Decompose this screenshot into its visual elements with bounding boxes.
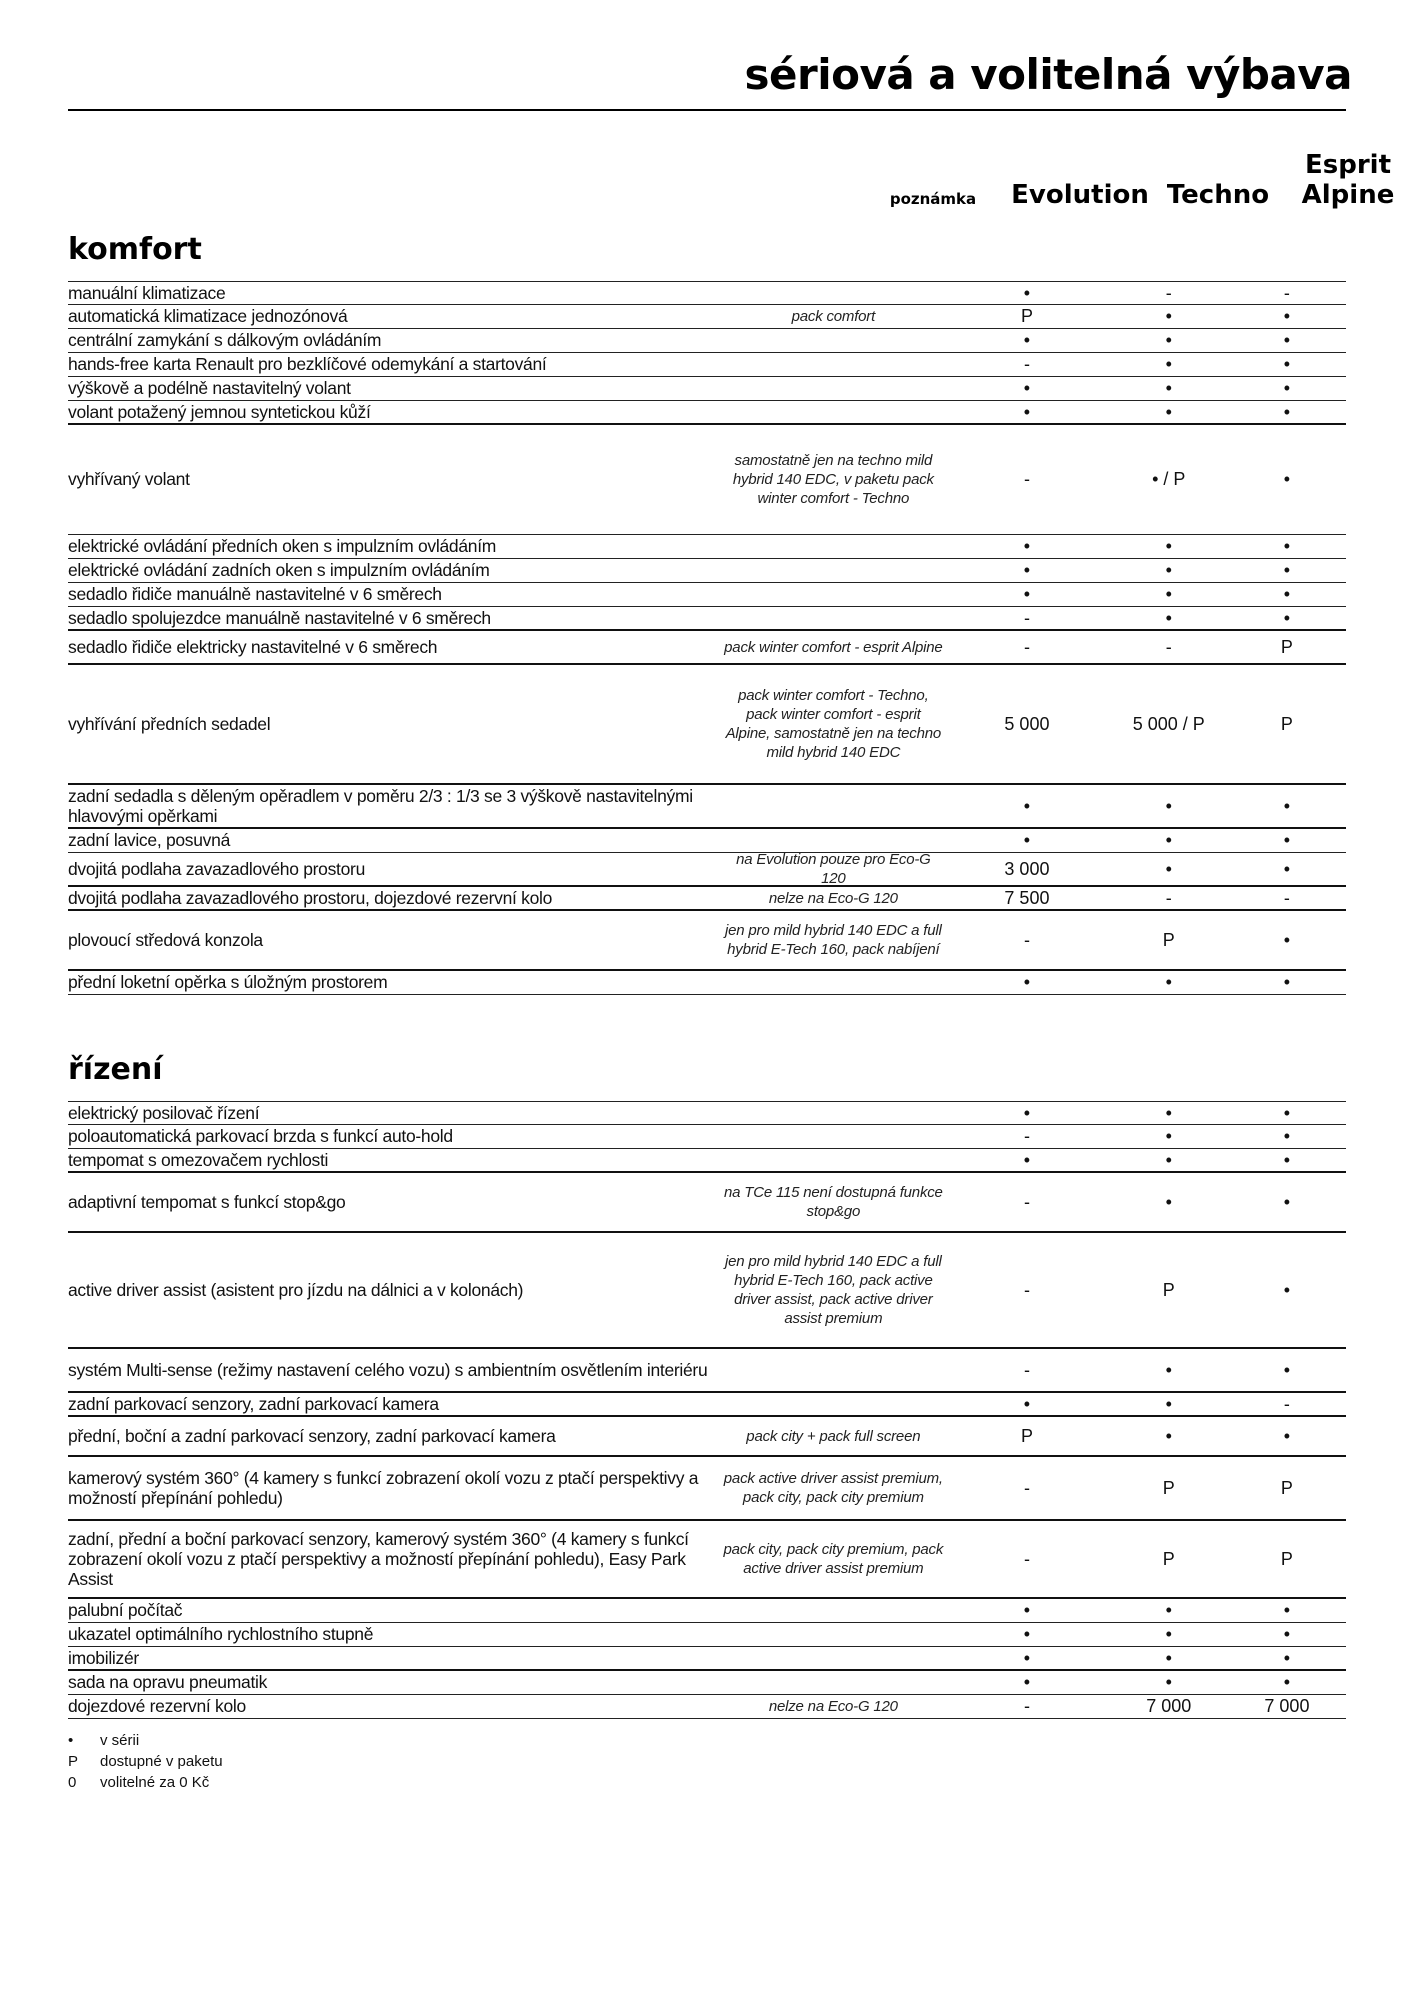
rizeni-table <box>68 1101 1346 1719</box>
value-evolution: - <box>1023 929 1030 950</box>
legend-text: v sérii <box>100 1732 140 1749</box>
table-row <box>68 425 1346 535</box>
komfort-table <box>68 281 1346 995</box>
feature-label: sada na opravu pneumatik <box>68 1672 268 1692</box>
table-row <box>68 853 1346 887</box>
value-techno: • <box>1165 1672 1172 1692</box>
value-esprit-alpine: • <box>1283 1672 1291 1692</box>
table-row <box>68 1457 1346 1521</box>
feature-label: vyhřívaný volant <box>68 469 190 489</box>
feature-label: manuální klimatizace <box>68 282 226 303</box>
value-evolution: • <box>1023 1149 1031 1170</box>
value-esprit-alpine: • <box>1283 1126 1291 1146</box>
value-techno: • <box>1165 1191 1172 1212</box>
value-evolution: - <box>1023 1359 1030 1380</box>
feature-label: přední loketní opěrka s úložným prostorem <box>68 972 388 992</box>
feature-note: jen pro mild hybrid 140 EDC a full hybrid E-Tech 160, pack nabíjení <box>725 922 942 958</box>
table-row <box>68 535 1346 559</box>
feature-note: pack city + pack full screen <box>746 1427 921 1445</box>
value-esprit-alpine: • <box>1283 607 1291 628</box>
value-evolution: - <box>1023 1126 1030 1146</box>
table-row <box>68 329 1346 353</box>
value-evolution: P <box>1020 1425 1033 1446</box>
value-esprit-alpine: • <box>1283 378 1291 398</box>
table-row <box>68 665 1346 785</box>
value-evolution: - <box>1023 1548 1030 1569</box>
section-title-rizeni: řízení <box>68 1052 163 1087</box>
feature-label: zadní, přední a boční parkovací senzory, kamerový systém 360° (4 kamery s funkcí zobrazení okolí vozu z ptačí perspektivy a možností přepínání pohledu), Easy Park Assist <box>68 1528 689 1589</box>
value-evolution: - <box>1023 354 1030 374</box>
feature-label: sedadlo řidiče manuálně nastavitelné v 6 směrech <box>68 584 442 604</box>
table-row <box>68 1101 1346 1125</box>
feature-label: dvojitá podlaha zavazadlového prostoru, dojezdové rezervní kolo <box>68 887 553 908</box>
legend-item <box>68 1751 223 1772</box>
column-header-esprit: Esprit <box>1304 150 1391 180</box>
value-techno: • <box>1165 584 1172 604</box>
value-techno: • <box>1165 858 1172 879</box>
feature-label: výškově a podélně nastavitelný volant <box>68 378 351 398</box>
title-divider <box>68 109 1346 111</box>
value-evolution: • <box>1023 282 1031 303</box>
feature-note: samostatně jen na techno mild hybrid 140 EDC, v paketu pack winter comfort - Techno <box>732 452 934 507</box>
section-title-komfort: komfort <box>68 232 202 267</box>
value-techno: • <box>1165 1393 1172 1414</box>
value-esprit-alpine: • <box>1283 858 1291 879</box>
value-esprit-alpine: • <box>1283 1624 1291 1644</box>
table-row <box>68 401 1346 425</box>
value-techno: P <box>1162 1279 1175 1300</box>
table-row <box>68 1623 1346 1647</box>
value-techno: • <box>1165 607 1172 628</box>
value-techno: • <box>1165 536 1172 556</box>
feature-label: sedadlo spolujezdce manuálně nastavitelné v 6 směrech <box>68 607 491 628</box>
value-techno: • <box>1165 1102 1172 1123</box>
value-techno: 7 000 <box>1146 1696 1192 1716</box>
value-esprit-alpine: • <box>1283 1102 1291 1123</box>
feature-note: na Evolution pouze pro Eco-G 120 <box>736 851 931 887</box>
feature-label: tempomat s omezovačem rychlosti <box>68 1149 329 1170</box>
value-evolution: • <box>1023 378 1031 398</box>
value-esprit-alpine: • <box>1283 401 1291 422</box>
table-row <box>68 559 1346 583</box>
value-evolution: - <box>1023 469 1030 489</box>
value-esprit-alpine: • <box>1283 1279 1291 1300</box>
table-row <box>68 829 1346 853</box>
value-esprit-alpine: P <box>1280 636 1293 657</box>
table-row <box>68 1393 1346 1417</box>
value-esprit-alpine: • <box>1283 830 1291 850</box>
value-techno: • <box>1165 306 1172 326</box>
value-techno: P <box>1162 1548 1175 1569</box>
value-esprit-alpine: • <box>1283 972 1291 992</box>
legend-item <box>68 1730 223 1751</box>
legend-text: dostupné v paketu <box>100 1753 223 1770</box>
table-row <box>68 377 1346 401</box>
table-row <box>68 1233 1346 1349</box>
feature-label: zadní sedadla s děleným opěradlem v poměru 2/3 : 1/3 se 3 výškově nastavitelnými hlavovými opěrkami <box>68 785 693 826</box>
value-evolution: • <box>1023 536 1031 556</box>
feature-label: elektrické ovládání zadních oken s impulzním ovládáním <box>68 560 490 580</box>
value-evolution: • <box>1023 330 1031 350</box>
feature-label: palubní počítač <box>68 1600 183 1620</box>
feature-note: na TCe 115 není dostupná funkce stop&go <box>724 1184 943 1220</box>
table-row <box>68 971 1346 995</box>
value-esprit-alpine: • <box>1283 536 1291 556</box>
table-row <box>68 1671 1346 1695</box>
value-esprit-alpine: • <box>1283 1191 1291 1212</box>
value-evolution: • <box>1023 401 1031 422</box>
value-techno: • / P <box>1152 469 1186 489</box>
value-evolution: • <box>1023 1600 1031 1620</box>
value-techno: • <box>1165 401 1172 422</box>
value-esprit-alpine: - <box>1283 282 1290 303</box>
value-techno: • <box>1165 1126 1172 1146</box>
table-row <box>68 353 1346 377</box>
feature-label: zadní parkovací senzory, zadní parkovací kamera <box>68 1393 439 1414</box>
table-row <box>68 1125 1346 1149</box>
table-row <box>68 1599 1346 1623</box>
feature-label: volant potažený jemnou syntetickou kůží <box>68 401 371 422</box>
table-row <box>68 1417 1346 1457</box>
value-evolution: • <box>1023 1393 1031 1414</box>
value-evolution: • <box>1023 972 1031 992</box>
legend-symbol: P <box>68 1753 79 1770</box>
feature-label: centrální zamykání s dálkovým ovládáním <box>68 330 382 350</box>
value-techno: • <box>1165 560 1172 580</box>
value-techno: • <box>1165 830 1172 850</box>
feature-label: hands-free karta Renault pro bezklíčové odemykání a startování <box>68 354 547 374</box>
table-row <box>68 607 1346 631</box>
value-esprit-alpine: • <box>1283 1600 1291 1620</box>
table-row <box>68 305 1346 329</box>
value-techno: 5 000 / P <box>1132 713 1205 734</box>
feature-label: elektrické ovládání předních oken s impulzním ovládáním <box>68 536 497 556</box>
value-evolution: 5 000 <box>1004 713 1050 734</box>
column-header-esprit-alpine <box>1228 150 1414 210</box>
table-row <box>68 887 1346 911</box>
legend-symbol: • <box>68 1732 74 1749</box>
feature-note: nelze na Eco-G 120 <box>768 889 898 907</box>
table-row <box>68 281 1346 305</box>
value-techno: • <box>1165 1149 1172 1170</box>
legend-item <box>68 1772 223 1793</box>
value-techno: P <box>1162 1477 1175 1498</box>
value-techno: - <box>1165 636 1172 657</box>
value-techno: • <box>1165 1600 1172 1620</box>
value-techno: - <box>1165 887 1172 908</box>
value-evolution: • <box>1023 1102 1031 1123</box>
feature-label: přední, boční a zadní parkovací senzory, zadní parkovací kamera <box>68 1425 556 1446</box>
value-evolution: - <box>1023 1696 1030 1716</box>
feature-label: zadní lavice, posuvná <box>68 830 231 850</box>
feature-label: dojezdové rezervní kolo <box>68 1696 246 1716</box>
feature-label: vyhřívání předních sedadel <box>68 713 271 734</box>
table-row <box>68 911 1346 971</box>
feature-label: elektrický posilovač řízení <box>68 1102 260 1123</box>
page-title: sériová a volitelná výbava <box>744 50 1352 99</box>
value-esprit-alpine: - <box>1283 1393 1290 1414</box>
value-evolution: • <box>1023 1647 1031 1668</box>
table-row <box>68 785 1346 829</box>
value-esprit-alpine: • <box>1283 1359 1291 1380</box>
value-techno: • <box>1165 795 1172 816</box>
feature-label: ukazatel optimálního rychlostního stupně <box>68 1624 374 1644</box>
value-evolution: • <box>1023 1624 1031 1644</box>
table-row <box>68 1149 1346 1173</box>
value-evolution: • <box>1023 830 1031 850</box>
value-evolution: - <box>1023 1191 1030 1212</box>
value-esprit-alpine: • <box>1283 584 1291 604</box>
feature-label: kamerový systém 360° (4 kamery s funkcí zobrazení okolí vozu z ptačí perspektivy a možností přepínání pohledu) <box>68 1467 699 1508</box>
value-evolution: • <box>1023 1672 1031 1692</box>
value-esprit-alpine: • <box>1283 469 1291 489</box>
value-evolution: - <box>1023 636 1030 657</box>
value-techno: P <box>1162 929 1175 950</box>
value-esprit-alpine: • <box>1283 1647 1291 1668</box>
value-esprit-alpine: • <box>1283 306 1291 326</box>
value-esprit-alpine: P <box>1280 1477 1293 1498</box>
value-evolution: - <box>1023 1279 1030 1300</box>
table-row <box>68 631 1346 665</box>
legend-text: volitelné za 0 Kč <box>100 1774 210 1791</box>
value-esprit-alpine: • <box>1283 795 1291 816</box>
value-esprit-alpine: • <box>1283 1425 1291 1446</box>
feature-note: jen pro mild hybrid 140 EDC a full hybrid E-Tech 160, pack active driver assist, pack active driver assist premium <box>725 1253 942 1327</box>
value-techno: • <box>1165 354 1172 374</box>
feature-label: imobilizér <box>68 1647 139 1668</box>
value-esprit-alpine: • <box>1283 330 1291 350</box>
value-techno: - <box>1165 282 1172 303</box>
value-techno: • <box>1165 1359 1172 1380</box>
column-header-techno: Techno <box>1166 180 1270 210</box>
value-evolution: • <box>1023 584 1031 604</box>
feature-label: sedadlo řidiče elektricky nastavitelné v 6 směrech <box>68 636 438 657</box>
table-row <box>68 1349 1346 1393</box>
feature-label: active driver assist (asistent pro jízdu na dálnici a v kolonách) <box>68 1279 524 1300</box>
value-evolution: 3 000 <box>1004 858 1050 879</box>
value-evolution: - <box>1023 1477 1030 1498</box>
value-techno: • <box>1165 378 1172 398</box>
value-esprit-alpine: 7 000 <box>1264 1696 1310 1716</box>
value-esprit-alpine: • <box>1283 1149 1291 1170</box>
value-esprit-alpine: • <box>1283 929 1291 950</box>
feature-label: dvojitá podlaha zavazadlového prostoru <box>68 858 366 879</box>
value-techno: • <box>1165 1425 1172 1446</box>
value-techno: • <box>1165 1624 1172 1644</box>
table-row <box>68 1647 1346 1671</box>
column-header-note: poznámka <box>889 190 977 208</box>
column-header-alpine: Alpine <box>1301 180 1395 210</box>
value-techno: • <box>1165 330 1172 350</box>
value-evolution: 7 500 <box>1004 887 1050 908</box>
column-headers <box>68 150 1395 214</box>
feature-note: nelze na Eco-G 120 <box>768 1698 898 1715</box>
value-esprit-alpine: • <box>1283 354 1291 374</box>
value-evolution: • <box>1023 560 1031 580</box>
value-techno: • <box>1165 1647 1172 1668</box>
feature-label: plovoucí středová konzola <box>68 929 263 950</box>
feature-note: pack active driver assist premium, pack city, pack city premium <box>723 1470 943 1506</box>
legend-symbol: 0 <box>68 1774 77 1791</box>
feature-label: poloautomatická parkovací brzda s funkcí auto-hold <box>68 1126 453 1146</box>
value-esprit-alpine: • <box>1283 560 1291 580</box>
value-techno: • <box>1165 972 1172 992</box>
table-row <box>68 1695 1346 1719</box>
feature-note: pack city, pack city premium, pack active driver assist premium <box>723 1541 944 1577</box>
feature-note: pack winter comfort - Techno, pack winter comfort - esprit Alpine, samostatně jen na techno mild hybrid 140 EDC <box>725 687 942 761</box>
table-row <box>68 1173 1346 1233</box>
value-evolution: P <box>1020 306 1033 326</box>
table-row <box>68 583 1346 607</box>
value-esprit-alpine: - <box>1283 887 1290 908</box>
feature-label: automatická klimatizace jednozónová <box>68 306 348 326</box>
table-row <box>68 1521 1346 1599</box>
feature-note: pack winter comfort - esprit Alpine <box>724 638 943 656</box>
value-evolution: • <box>1023 795 1031 816</box>
column-header-evolution: Evolution <box>1011 180 1149 210</box>
feature-label: systém Multi-sense (režimy nastavení celého vozu) s ambientním osvětlením interiéru <box>68 1359 708 1380</box>
value-esprit-alpine: P <box>1280 713 1293 734</box>
value-esprit-alpine: P <box>1280 1548 1293 1569</box>
feature-label: adaptivní tempomat s funkcí stop&go <box>68 1191 346 1212</box>
feature-note: pack comfort <box>791 308 876 325</box>
value-evolution: - <box>1023 607 1030 628</box>
legend <box>68 1730 223 1793</box>
